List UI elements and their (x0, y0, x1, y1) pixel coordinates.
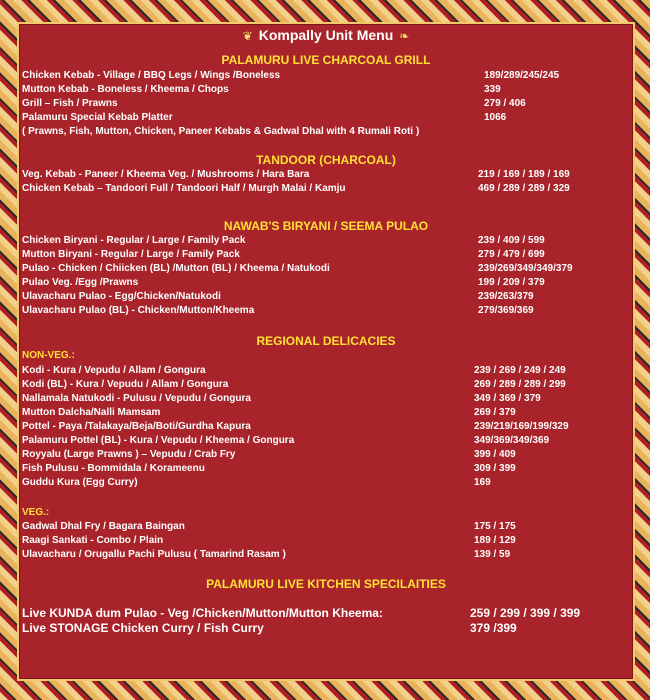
item-name: Guddu Kura (Egg Curry) (22, 477, 138, 488)
item-name: Kodi - Kura / Vepudu / Allam / Gongura (22, 365, 206, 376)
item-name: Live STONAGE Chicken Curry / Fish Curry (22, 621, 264, 635)
item-name: Palamuru Special Kebab Platter (22, 112, 173, 123)
item-price: 309 / 399 (474, 463, 516, 474)
item-price: 349/369/349/369 (474, 435, 550, 446)
title-text: Kompally Unit Menu (258, 27, 394, 43)
item-price: 189 / 129 (474, 535, 516, 546)
item-name: Kodi (BL) - Kura / Vepudu / Allam / Gongura (22, 379, 229, 390)
item-name: ( Prawns, Fish, Mutton, Chicken, Paneer Kebabs & Gadwal Dhal with 4 Rumali Roti ) (22, 126, 420, 137)
item-name: Fish Pulusu - Bommidala / Korameenu (22, 463, 205, 474)
item-name: Ulavacharu Pulao (BL) - Chicken/Mutton/Kheema (22, 305, 255, 316)
item-price: 219 / 169 / 189 / 169 (478, 169, 570, 180)
item-price: 279 / 406 (484, 98, 526, 109)
page-title (19, 27, 633, 43)
subsection-veg: VEG.: (22, 507, 50, 518)
item-name: Royyalu (Large Prawns ) – Vepudu / Crab Fry (22, 449, 236, 460)
section-grill: PALAMURU LIVE CHARCOAL GRILL (221, 53, 431, 67)
item-name: Pulao Veg. /Egg /Prawns (22, 277, 139, 288)
ornament-right-icon: ❧ (399, 29, 410, 43)
item-name: Nallamala Natukodi - Pulusu / Vepudu / Gongura (22, 393, 251, 404)
item-price: 339 (484, 84, 501, 95)
section-biryani: NAWAB'S BIRYANI / SEEMA PULAO (223, 219, 429, 233)
item-price: 1066 (484, 112, 507, 123)
item-name: Pottel - Paya /Talakaya/Beja/Boti/Gurdha Kapura (22, 421, 251, 432)
section-kitchen: PALAMURU LIVE KITCHEN SPECILAITIES (206, 577, 446, 591)
item-price: 169 (474, 477, 491, 488)
ornament-left-icon: ❦ (242, 29, 253, 43)
item-price: 139 / 59 (474, 549, 511, 560)
item-name: Live KUNDA dum Pulao - Veg /Chicken/Mutton/Mutton Kheema: (22, 606, 383, 620)
item-price: 279 / 479 / 699 (478, 249, 545, 260)
item-price: 239 / 269 / 249 / 249 (474, 365, 566, 376)
item-name: Gadwal Dhal Fry / Bagara Baingan (22, 521, 185, 532)
item-name: Pulao - Chicken / Chiicken (BL) /Mutton (BL) / Kheema / Natukodi (22, 263, 330, 274)
item-name: Ulavacharu Pulao - Egg/Chicken/Natukodi (22, 291, 221, 302)
item-name: Grill – Fish / Prawns (22, 98, 118, 109)
item-name: Mutton Kebab - Boneless / Kheema / Chops (22, 84, 229, 95)
menu-panel (17, 22, 635, 681)
item-name: Chicken Biryani - Regular / Large / Family Pack (22, 235, 246, 246)
item-price: 269 / 379 (474, 407, 516, 418)
item-price: 279/369/369 (478, 305, 534, 316)
item-price: 259 / 299 / 399 / 399 (470, 606, 581, 620)
subsection-nonveg: NON-VEG.: (22, 350, 75, 361)
item-price: 239/269/349/349/379 (478, 263, 573, 274)
item-name: Mutton Biryani - Regular / Large / Family Pack (22, 249, 240, 260)
item-price: 239 / 409 / 599 (478, 235, 545, 246)
item-price: 239/263/379 (478, 291, 534, 302)
item-name: Chicken Kebab – Tandoori Full / Tandoori Half / Murgh Malai / Kamju (22, 183, 346, 194)
item-name: Mutton Dalcha/Nalli Mamsam (22, 407, 161, 418)
item-price: 175 / 175 (474, 521, 516, 532)
section-tandoor: TANDOOR (CHARCOAL) (256, 153, 396, 167)
item-price: 379 /399 (470, 621, 517, 635)
item-price: 469 / 289 / 289 / 329 (478, 183, 570, 194)
item-price: 199 / 209 / 379 (478, 277, 545, 288)
item-price: 189/289/245/245 (484, 70, 560, 81)
item-name: Palamuru Pottel (BL) - Kura / Vepudu / Kheema / Gongura (22, 435, 295, 446)
item-name: Veg. Kebab - Paneer / Kheema Veg. / Mushrooms / Hara Bara (22, 169, 310, 180)
item-price: 349 / 369 / 379 (474, 393, 541, 404)
item-price: 269 / 289 / 289 / 299 (474, 379, 566, 390)
section-regional: REGIONAL DELICACIES (256, 334, 396, 348)
item-name: Chicken Kebab - Village / BBQ Legs / Wings /Boneless (22, 70, 281, 81)
item-price: 239/219/169/199/329 (474, 421, 569, 432)
item-name: Ulavacharu / Orugallu Pachi Pulusu ( Tamarind Rasam ) (22, 549, 286, 560)
item-name: Raagi Sankati - Combo / Plain (22, 535, 164, 546)
item-price: 399 / 409 (474, 449, 516, 460)
